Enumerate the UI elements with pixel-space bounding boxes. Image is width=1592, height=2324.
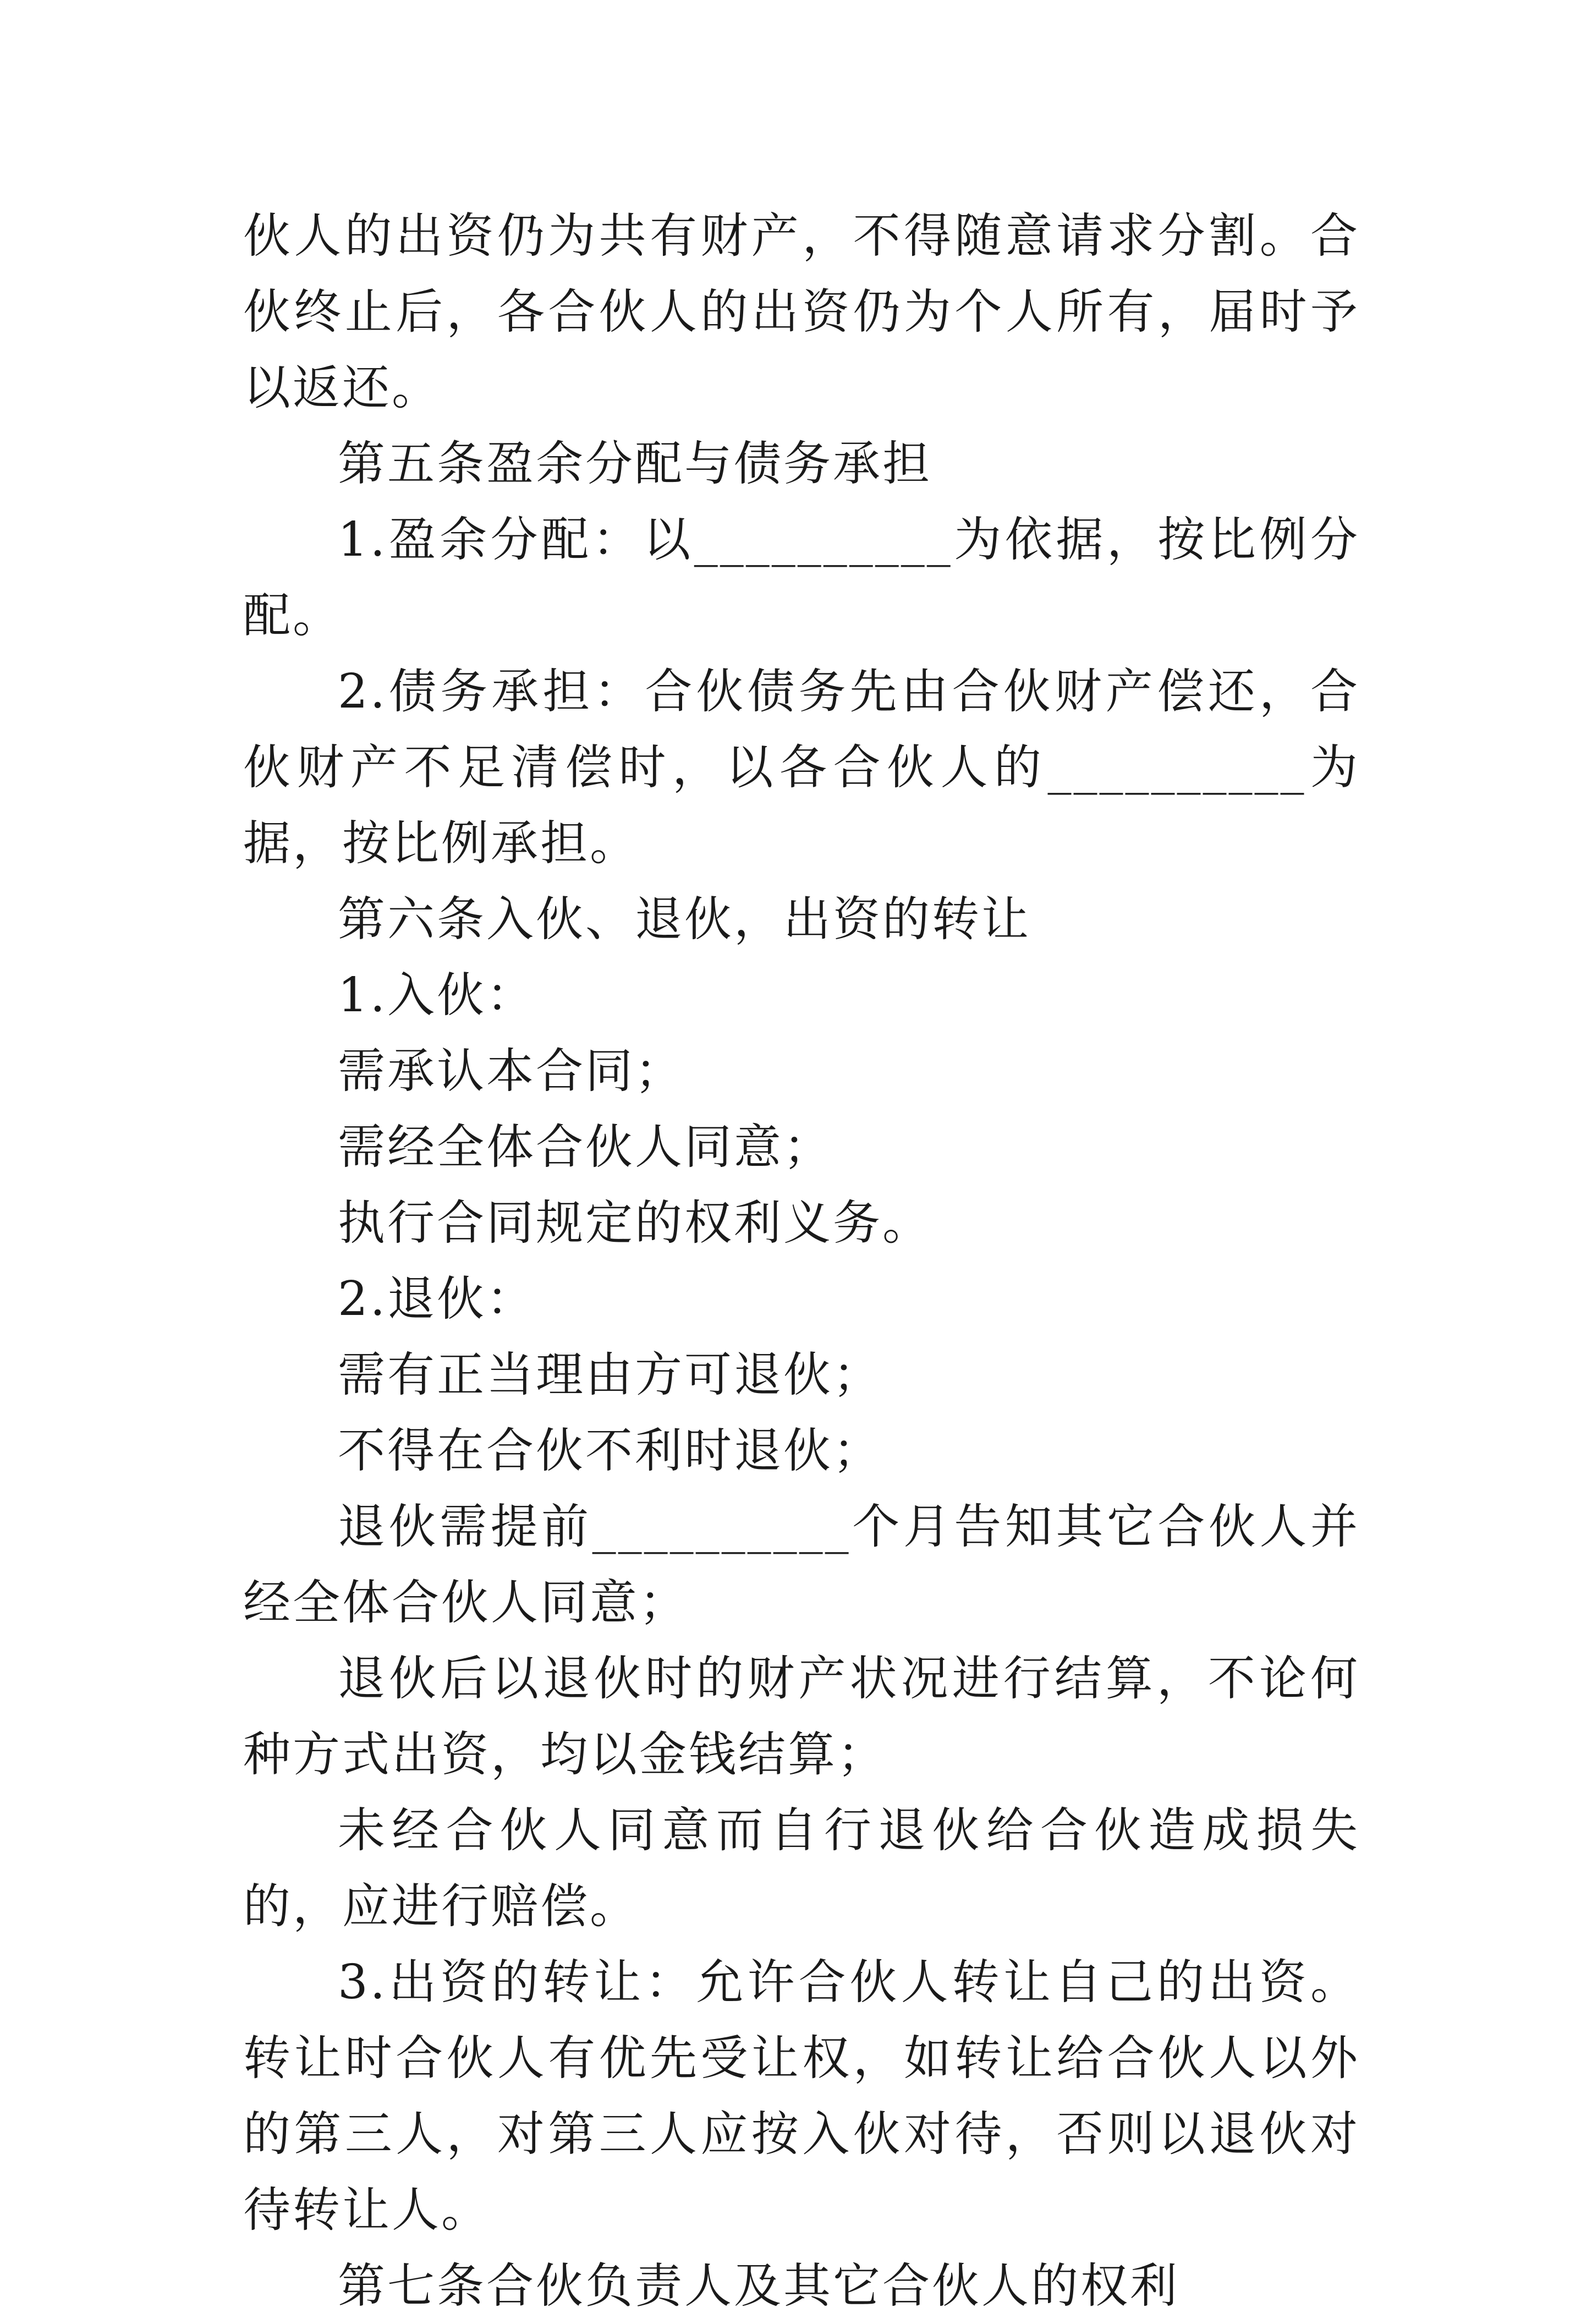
article-5-heading: 第五条盈余分配与债务承担 [338,436,932,491]
list-item: 需经全体合伙人同意； [338,1120,833,1175]
list-item: 需有正当理由方可退伙； [338,1347,882,1402]
article-5-item-1: 1.盈余分配：以__________为依据，按比例分配。 [243,512,1360,643]
article-6-item-1: 1.入伙： [338,968,536,1023]
article-6-heading: 第六条入伙、退伙，出资的转让 [338,892,1031,947]
document-body [243,198,1360,2324]
article-6-item-3: 3.出资的转让：允许合伙人转让自己的出资。转让时合伙人有优先受让权，如转让给合伙人以外的第三人，对第三人应按入伙对待，否则以退伙对待转让人。 [243,1955,1360,2238]
list-item: 需承认本合同； [338,1044,684,1099]
article-5-item-2: 2.债务承担：合伙债务先由合伙财产偿还，合伙财产不足清偿时，以各合伙人的__________为据，按比例承担。 [243,664,1360,871]
list-item: 不得在合伙不利时退伙； [338,1423,882,1478]
paragraph-contribution-continued: 伙人的出资仍为共有财产，不得随意请求分割。合伙终止后，各合伙人的出资仍为个人所有，届时予以返还。 [243,209,1360,415]
list-item: 未经合伙人同意而自行退伙给合伙造成损失的，应进行赔偿。 [243,1803,1360,1934]
article-6-item-2: 2.退伙： [338,1271,536,1327]
list-item: 退伙需提前__________个月告知其它合伙人并经全体合伙人同意； [243,1499,1360,1630]
list-item: 退伙后以退伙时的财产状况进行结算，不论何种方式出资，均以金钱结算； [243,1651,1360,1782]
list-item: 执行合同规定的权利义务。 [338,1196,932,1251]
article-7-heading: 第七条合伙负责人及其它合伙人的权利 [338,2259,1179,2314]
